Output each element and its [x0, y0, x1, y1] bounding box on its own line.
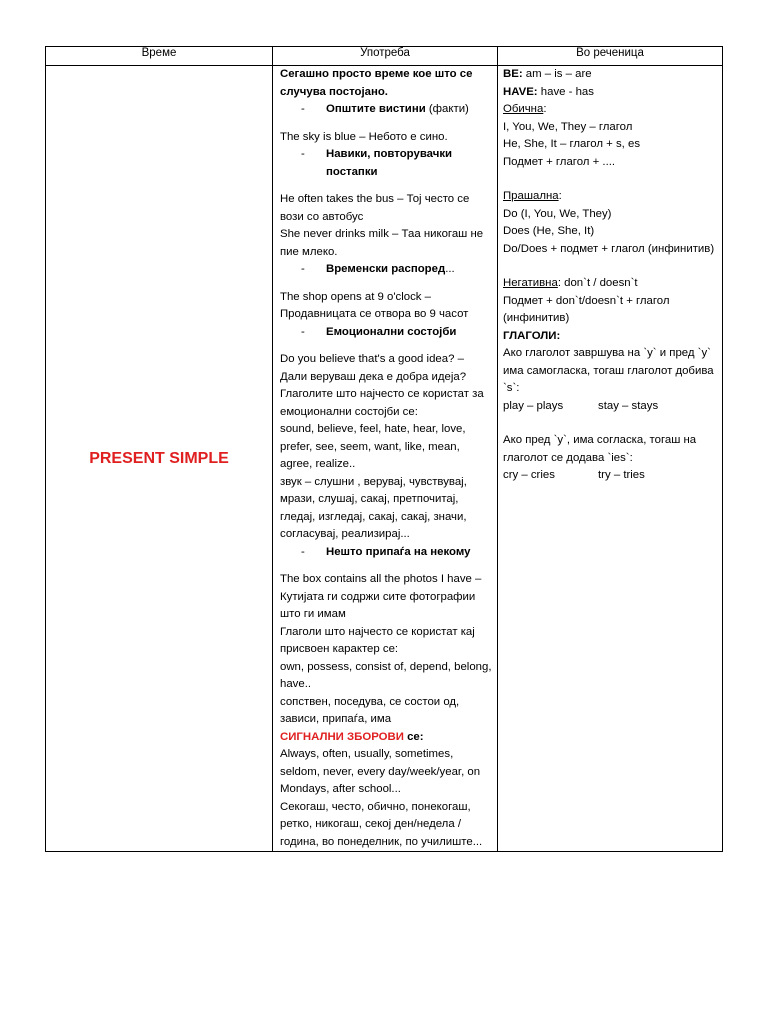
question-line-1: Do (I, You, We, They)	[503, 207, 612, 220]
header-usage: Употреба	[273, 47, 498, 66]
tense-cell	[46, 66, 273, 852]
question-line-2: Does (He, She, It)	[503, 225, 595, 237]
header-row	[46, 47, 723, 66]
in-sentence-cell	[498, 66, 723, 852]
usage-example-4c: sound, believe, feel, hate, hear, love, prefer, see, seem, want, like, mean, agree, realize..	[280, 423, 466, 470]
signal-words-en: Always, often, usually, sometimes, seldom, never, every day/week/year, on Mondays, after school...	[280, 748, 481, 795]
usage-example-5a: The box contains all the photos I have – Кутијата ги содржи сите фотографии што ги имам	[280, 573, 482, 620]
usage-example-2b: She never drinks milk – Таа никогаш не пие млеко.	[280, 228, 484, 258]
usage-example-2a: He often takes the bus – Тој често се вози со автобус	[280, 193, 470, 223]
usage-bullet-schedule: - Временски распоред...	[301, 263, 455, 275]
usage-cell	[273, 66, 498, 852]
usage-example-4d: звук – слушни , верувај, чувствувај, мрази, слушај, сакај, претпочитај, гледај, изгледај, сакај, сакај, значи, согласувај, реализирај...	[280, 475, 467, 540]
verb-rule-1-examples: play – plays stay – stays	[503, 399, 659, 412]
usage-bullet-habits: - Навики, повторувачки постапки	[301, 148, 453, 178]
be-forms: BE: am – is – are	[503, 68, 592, 80]
usage-bullet-possession: - Нешто припаѓа на некому	[301, 545, 471, 558]
usage-example-5d: сопствен, поседува, се состои од, зависи, припаѓа, има	[280, 695, 460, 725]
verb-rule-2: Ако пред `y`, има согласка, тогаш на глаголот се додава `ies`:	[503, 434, 697, 464]
usage-example-5c: own, possess, consist of, depend, belong, have..	[280, 660, 492, 690]
verb-rule-1: Ако глаголот завршува на `y` и пред `y` има самогласка, тогаш глаголот добива `s`:	[503, 347, 714, 394]
negative-label: Негативна: don`t / doesn`t	[503, 277, 638, 289]
verbs-heading: ГЛАГОЛИ:	[503, 329, 561, 342]
usage-example-3: The shop opens at 9 o'clock – Продавницата се отвора во 9 часот	[280, 290, 469, 320]
usage-example-4a: Do you believe that's a good idea? – Дали веруваш дека е добра идеја?	[280, 353, 467, 383]
usage-example-5b: Глаголи што најчесто се користат кај присвоен карактер се:	[280, 625, 475, 655]
usage-example-1: The sky is blue – Небото е сино.	[280, 130, 448, 143]
tense-name: PRESENT SIMPLE	[89, 449, 229, 467]
present-simple-row	[46, 66, 723, 852]
usage-example-4b: Глаголите што најчесто се користат за емоционални состојби се:	[280, 388, 484, 418]
signal-words-mk: Секогаш, често, обично, понекогаш, ретко, никогаш, секој ден/недела / година, во понеделник, по училиште...	[280, 800, 483, 848]
question-line-3: Do/Does + подмет + глагол (инфинитив)	[503, 242, 715, 255]
verb-rule-2-examples: cry – cries try – tries	[503, 469, 645, 481]
usage-bullet-emotional-states: - Емоционални состојби	[301, 325, 457, 338]
affirmative-line-1: I, You, We, They – глагол	[503, 120, 633, 133]
header-in-sentence: Во реченица	[498, 47, 723, 66]
usage-intro: Сегашно просто време кое што се случува постојано.	[280, 68, 473, 98]
header-time: Време	[46, 47, 273, 66]
question-label: Прашална:	[503, 190, 562, 202]
affirmative-line-2: He, She, It – глагол + s, es	[503, 138, 641, 150]
negative-line-1: Подмет + don`t/doesn`t + глагол (инфинитив)	[503, 294, 670, 324]
affirmative-label: Обична:	[503, 103, 547, 115]
grammar-table	[45, 46, 723, 852]
signal-words-heading: СИГНАЛНИ ЗБОРОВИ се:	[280, 730, 424, 743]
have-forms: HAVE: have - has	[503, 85, 594, 98]
usage-bullet-general-truths: - Општите вистини (факти)	[301, 103, 469, 115]
affirmative-line-3: Подмет + глагол + ....	[503, 155, 616, 168]
